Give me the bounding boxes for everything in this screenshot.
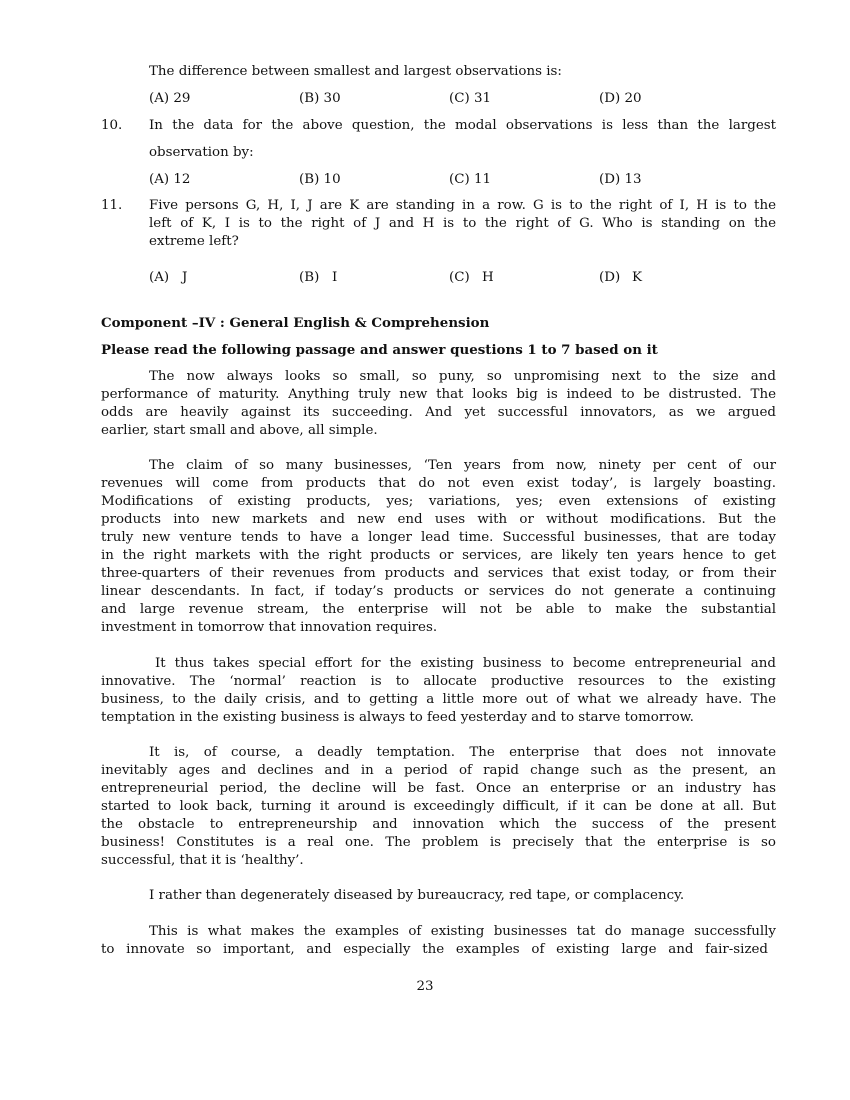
p2-line-1: The claim of so many businesses, ‘Ten years from now, ninety per cent of our	[149, 458, 776, 473]
q11-option-a	[149, 269, 187, 287]
q9-option-d: (D) 20	[599, 91, 642, 106]
p3-line-3: business, to the daily crisis, and to getting a little more out of what we already have. The	[101, 692, 776, 707]
p4-line-4: started to look back, turning it around is exceedingly difficult, if it can be done at all. But	[101, 799, 776, 814]
q9-option-a: (A) 29	[149, 91, 191, 106]
p2-line-2: revenues will come from products that do not even exist today’, is largely boasting.	[101, 476, 776, 491]
page-number: 23	[416, 979, 434, 994]
p4-line-7: successful, that it is ‘healthy’.	[101, 853, 304, 868]
p3-line-2: innovative. The ‘normal’ reaction is to allocate productive resources to the existing	[101, 674, 776, 689]
q11-option-d-value: K	[632, 270, 643, 285]
component-heading: Component –IV : General English & Comprehension	[101, 315, 490, 331]
q11-option-d-label: (D)	[599, 270, 621, 285]
q11-line-2: left of K, I is to the right of J and H is to the right of G. Who is standing on the	[149, 216, 776, 231]
p6-line-1: This is what makes the examples of existing businesses tat do manage successfully	[149, 924, 776, 939]
q11-option-c-value: H	[482, 270, 494, 285]
q9-option-b: (B) 30	[299, 91, 341, 106]
q9-option-c: (C) 31	[449, 91, 491, 106]
p5-line-1: I rather than degenerately diseased by bureaucracy, red tape, or complacency.	[149, 888, 685, 903]
q11-option-c	[449, 269, 494, 287]
p2-line-8: linear descendants. In fact, if today’s products or services do not generate a continuing	[101, 584, 776, 599]
q9-stem: The difference between smallest and largest observations is:	[149, 64, 562, 79]
p4-line-6: business! Constitutes is a real one. The problem is precisely that the enterprise is so	[101, 835, 776, 850]
q11-line-1: Five persons G, H, I, J are K are standing in a row. G is to the right of I, H is to the	[149, 198, 776, 213]
p1-line-3: odds are heavily against its succeeding. And yet successful innovators, as we argued	[101, 405, 776, 420]
q10-number: 10.	[101, 118, 123, 133]
q11-option-a-value: J	[182, 270, 188, 285]
q11-option-b-value: I	[332, 270, 338, 285]
p2-line-10: investment in tomorrow that innovation requires.	[101, 620, 438, 635]
p3-line-4: temptation in the existing business is always to feed yesterday and to starve tomorrow.	[101, 710, 694, 725]
q10-line-1: In the data for the above question, the modal observations is less than the largest	[149, 118, 776, 133]
q11-option-d	[599, 269, 642, 287]
q10-option-a: (A) 12	[149, 172, 191, 187]
p1-line-4: earlier, start small and above, all simple.	[101, 423, 378, 438]
p2-line-5: truly new venture tends to have a longer lead time. Successful businesses, that are today	[101, 530, 776, 545]
q11-line-3: extreme left?	[149, 234, 239, 249]
p2-line-3: Modifications of existing products, yes; variations, yes; even extensions of existing	[101, 494, 776, 509]
q11-option-c-label: (C)	[449, 270, 470, 285]
p4-line-5: the obstacle to entrepreneurship and innovation which the success of the present	[101, 817, 776, 832]
passage-instruction: Please read the following passage and answer questions 1 to 7 based on it	[101, 342, 658, 358]
q11-option-a-label: (A)	[149, 270, 170, 285]
q10-option-c: (C) 11	[449, 172, 491, 187]
q11-option-b-label: (B)	[299, 270, 320, 285]
p2-line-6: in the right markets with the right products or services, are likely ten years hence to get	[101, 548, 776, 563]
q10-line-2: observation by:	[149, 145, 254, 160]
p4-line-2: inevitably ages and declines and in a period of rapid change such as the present, an	[101, 763, 776, 778]
q10-option-d: (D) 13	[599, 172, 642, 187]
p2-line-7: three-quarters of their revenues from products and services that exist today, or from their	[101, 566, 776, 581]
p2-line-9: and large revenue stream, the enterprise will not be able to make the substantial	[101, 602, 776, 617]
p1-line-1: The now always looks so small, so puny, so unpromising next to the size and	[149, 369, 776, 384]
p4-line-1: It is, of course, a deadly temptation. The enterprise that does not innovate	[149, 745, 776, 760]
p1-line-2: performance of maturity. Anything truly new that looks big is indeed to be distrusted. The	[101, 387, 776, 402]
p2-line-4: products into new markets and new end uses with or without modifications. But the	[101, 512, 776, 527]
q11-option-b	[299, 269, 337, 287]
q10-option-b: (B) 10	[299, 172, 341, 187]
q11-number: 11.	[101, 198, 123, 213]
p3-line-1: It thus takes special effort for the existing business to become entrepreneurial and	[155, 656, 776, 671]
p4-line-3: entrepreneurial period, the decline will be fast. Once an enterprise or an industry has	[101, 781, 776, 796]
p6-line-2: to innovate so important, and especially the examples of existing large and fair-sized	[101, 942, 768, 957]
